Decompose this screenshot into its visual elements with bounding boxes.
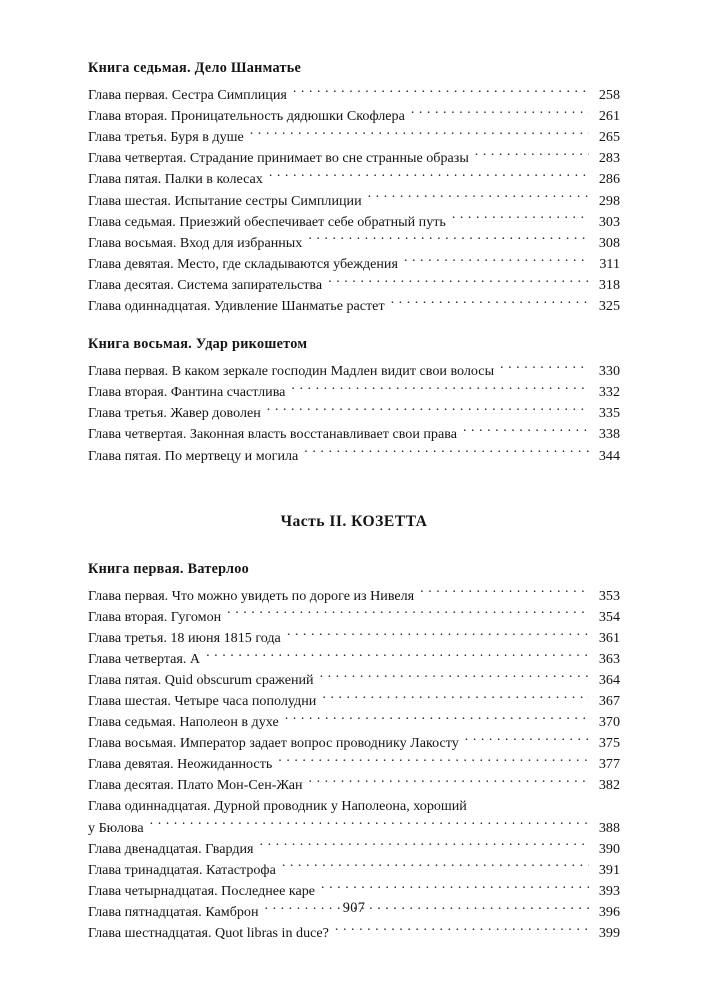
toc-entry-page: 332	[598, 384, 620, 401]
toc-entry[interactable]	[88, 233, 620, 254]
toc-entry-title: Глава шестнадцатая. Quot libras in duce?	[88, 925, 329, 941]
toc-entry-title: Глава седьмая. Приезжий обеспечивает себе обратный путь	[88, 213, 446, 230]
dot-leader	[391, 296, 589, 310]
dot-leader	[404, 254, 589, 268]
toc-entry[interactable]	[88, 649, 620, 670]
dot-leader	[308, 233, 589, 247]
dot-leader	[260, 839, 589, 853]
toc-entry-page: 364	[598, 671, 620, 688]
toc-entry[interactable]	[88, 361, 620, 382]
page-folio: 907	[342, 900, 366, 916]
toc-entry-title: Глава четырнадцатая. Последнее каре	[88, 882, 316, 899]
spacer	[88, 78, 620, 85]
book-heading: Книга первая. Ватерлоо	[88, 560, 249, 577]
toc-entry-page: 318	[598, 276, 620, 293]
toc-entry-page: 265	[598, 129, 620, 146]
toc-entry-page: 377	[598, 756, 620, 773]
toc-entry[interactable]	[88, 733, 620, 754]
dot-leader	[321, 881, 589, 895]
spacer	[88, 354, 620, 361]
toc-entry-title: Глава десятая. Плато Мон-Сен-Жан	[88, 777, 303, 794]
toc-entry-page: 325	[598, 298, 620, 315]
toc-list	[88, 586, 620, 945]
spacer	[88, 579, 620, 586]
toc-entry-page: 311	[599, 255, 620, 272]
toc-entry[interactable]	[88, 607, 620, 628]
toc-entry-page: 388	[598, 819, 620, 836]
toc-entry[interactable]	[88, 445, 620, 466]
toc-entry-title: Глава четвертая. А	[88, 650, 201, 667]
dot-leader	[278, 754, 589, 768]
dot-leader	[282, 860, 589, 874]
toc-entry[interactable]	[88, 275, 620, 296]
toc-entry[interactable]	[88, 254, 620, 275]
toc-entry-title: Глава шестая. Четыре часа пополудни	[88, 693, 317, 710]
toc-entry-page: 361	[598, 629, 620, 646]
toc-entry[interactable]	[88, 691, 620, 712]
toc-entry-title: Глава одиннадцатая. Удивление Шанматье растет	[88, 298, 385, 315]
part-heading: Часть II. КОЗЕТТА	[280, 512, 428, 530]
toc-entry-title: Глава седьмая. Наполеон в духе	[88, 714, 279, 731]
toc-list	[88, 361, 620, 466]
toc-entry-title: Глава четвертая. Страдание принимает во сне странные образы	[88, 150, 469, 167]
toc-entry[interactable]	[88, 839, 620, 860]
toc-entry-page: 390	[598, 840, 620, 857]
toc-section	[88, 58, 620, 317]
toc-entry-page: 363	[598, 650, 620, 667]
toc-entry-page: 344	[598, 447, 620, 464]
part-block	[88, 511, 620, 945]
dot-leader	[206, 649, 589, 663]
toc-entry[interactable]	[88, 169, 620, 190]
toc-entry-title: Глава первая. Сестра Симплиция	[88, 87, 287, 104]
toc-entry[interactable]	[88, 190, 620, 211]
dot-leader	[465, 733, 589, 747]
dot-leader	[411, 106, 589, 120]
toc-entry-title: Глава восьмая. Вход для избранных	[88, 234, 303, 251]
toc-entry-page: 375	[598, 735, 620, 752]
toc-entry-title: Глава пятнадцатая. Камброн	[88, 903, 259, 920]
toc-entry-title: Глава вторая. Гугомон	[88, 608, 222, 625]
dot-leader	[309, 775, 589, 789]
toc-entry-title: Глава восьмая. Император задает вопрос проводнику Лакосту	[88, 735, 459, 752]
toc-entry[interactable]	[88, 296, 620, 317]
toc-entry[interactable]	[88, 212, 620, 233]
toc-entry[interactable]	[88, 424, 620, 445]
toc-entry-page: 353	[598, 587, 620, 604]
dot-leader	[475, 148, 589, 162]
toc-entry-page: 391	[598, 861, 620, 878]
dot-leader	[463, 424, 589, 438]
toc-entry-page: 286	[598, 171, 620, 188]
book-heading: Книга восьмая. Удар рикошетом	[88, 336, 308, 353]
dot-leader	[250, 127, 589, 141]
toc-entry-title: Глава первая. В каком зеркале господин Мадлен видит свои волосы	[88, 363, 495, 380]
toc-entry-page: 258	[598, 87, 620, 104]
dot-leader	[291, 382, 589, 396]
toc-entry[interactable]	[88, 403, 620, 424]
toc-entry-title: Глава шестая. Испытание сестры Симплиции	[88, 192, 362, 209]
toc-entry[interactable]	[88, 881, 620, 902]
toc-entry-page: 396	[598, 903, 620, 920]
dot-leader	[267, 403, 589, 417]
toc-entry-title: Глава девятая. Место, где складываются убеждения	[88, 255, 398, 272]
dot-leader	[287, 628, 589, 642]
toc-entry-page: 283	[598, 150, 620, 167]
toc-entry-title: Глава вторая. Проницательность дядюшки Скофлера	[88, 108, 405, 125]
toc-entry-title: Глава четвертая. Законная власть восстанавливает свои права	[88, 426, 457, 443]
toc-entry[interactable]	[88, 712, 620, 733]
toc-entry[interactable]	[88, 382, 620, 403]
dot-leader	[368, 190, 589, 204]
dot-leader	[293, 85, 589, 99]
dot-leader	[269, 169, 589, 183]
toc-entry[interactable]	[88, 148, 620, 169]
toc-entry-title-line-1: Глава одиннадцатая. Дурной проводник у Наполеона, хороший	[88, 798, 467, 815]
book-heading: Книга седьмая. Дело Шанматье	[88, 60, 302, 76]
toc-entry-page: 354	[598, 608, 620, 625]
toc-entry-title: Глава третья. Жавер доволен	[88, 405, 261, 422]
dot-leader	[150, 817, 589, 831]
toc-entry[interactable]	[88, 628, 620, 649]
toc-entry[interactable]	[88, 670, 620, 691]
toc-entry[interactable]	[88, 923, 620, 944]
toc-entry-title-line-2: у Бюлова	[88, 819, 144, 836]
toc-entry-page: 367	[598, 693, 620, 710]
toc-entry-page: 298	[598, 192, 620, 209]
toc-entry[interactable]	[88, 754, 620, 775]
toc-entry-title: Глава третья. 18 июня 1815 года	[88, 629, 281, 646]
toc-entry-page: 303	[598, 213, 620, 230]
toc-entry[interactable]	[88, 796, 620, 838]
toc-entry[interactable]	[88, 860, 620, 881]
dot-leader	[420, 586, 589, 600]
toc-list	[88, 85, 620, 317]
toc-entry-page: 382	[598, 777, 620, 794]
toc-entry-page: 399	[598, 925, 620, 941]
dot-leader	[452, 212, 589, 226]
dot-leader	[500, 361, 589, 375]
toc-entry-page: 338	[598, 426, 620, 443]
toc-entry-title: Глава вторая. Фантина счастлива	[88, 384, 286, 401]
toc-entry-page: 370	[598, 714, 620, 731]
toc-entry-title: Глава тринадцатая. Катастрофа	[88, 861, 276, 878]
toc-entry[interactable]	[88, 586, 620, 607]
toc-entry-title: Глава пятая. По мертвецу и могила	[88, 447, 299, 464]
toc-entry-page: 261	[598, 108, 620, 125]
toc-entry-title: Глава третья. Буря в душе	[88, 129, 244, 146]
toc-entry-title: Глава десятая. Система запирательства	[88, 276, 323, 293]
dot-leader	[322, 691, 589, 705]
dot-leader	[320, 670, 589, 684]
dot-leader	[285, 712, 589, 726]
toc-entry[interactable]	[88, 127, 620, 148]
dot-leader	[227, 607, 589, 621]
toc-section	[88, 334, 620, 466]
toc-entry-title: Глава девятая. Неожиданность	[88, 756, 273, 773]
toc-entry-title: Глава пятая. Quid obscurum сражений	[88, 671, 314, 688]
toc-entry-page: 330	[598, 363, 620, 380]
toc-entry-page: 308	[598, 234, 620, 251]
toc-entry-title-line-2-row	[88, 817, 620, 838]
toc-entry-page: 393	[598, 882, 620, 899]
toc-entry-title: Глава пятая. Палки в колесах	[88, 171, 263, 188]
dot-leader	[304, 445, 589, 459]
toc-content	[88, 58, 620, 944]
toc-entry[interactable]	[88, 85, 620, 106]
dot-leader	[328, 275, 589, 289]
toc-entry-title: Глава первая. Что можно увидеть по дороге из Нивеля	[88, 587, 415, 604]
dot-leader	[335, 923, 589, 937]
toc-entry[interactable]	[88, 775, 620, 796]
toc-entry[interactable]	[88, 106, 620, 127]
toc-entry-title: Глава двенадцатая. Гвардия	[88, 840, 254, 857]
toc-entry-page: 335	[598, 405, 620, 422]
